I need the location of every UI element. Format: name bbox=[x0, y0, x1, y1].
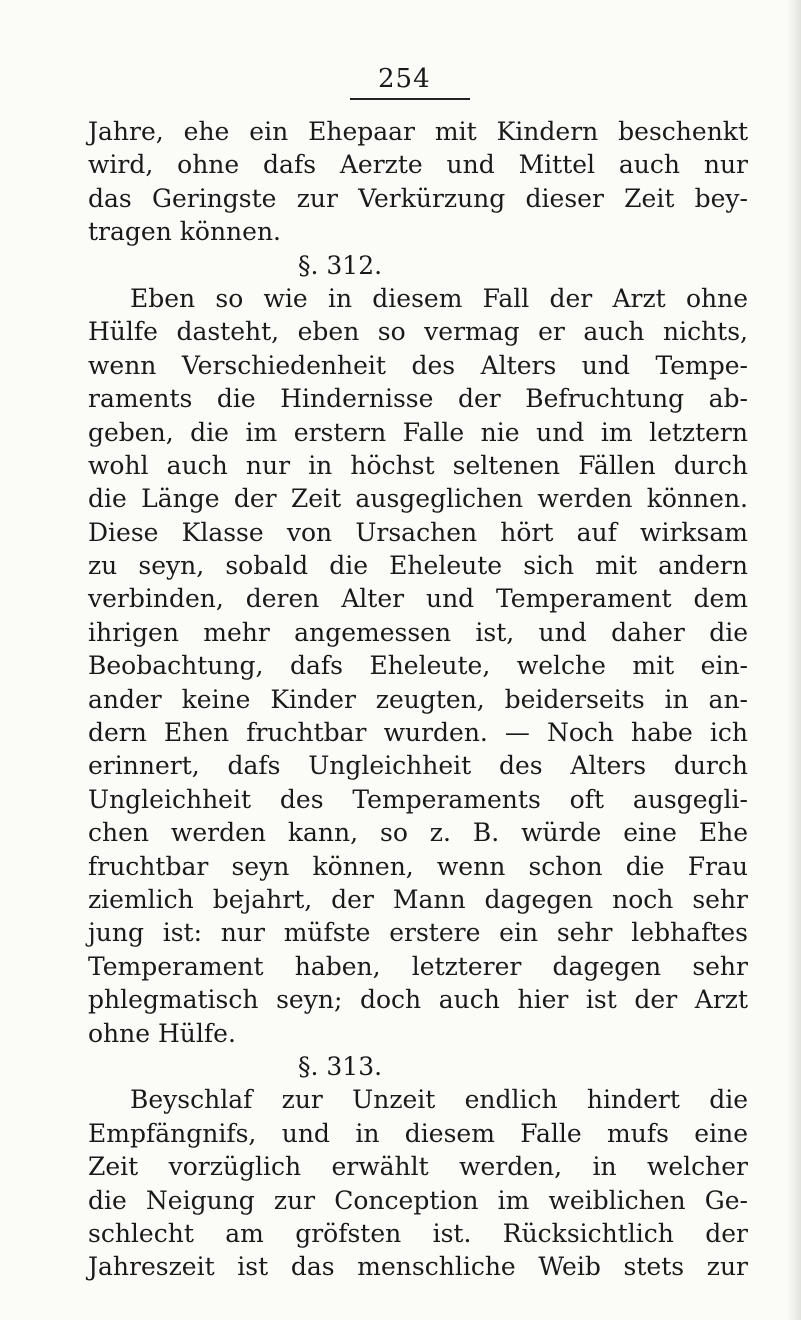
text-line: Eben so wie in diesem Fall der Arzt ohne bbox=[130, 283, 748, 313]
text-line: wenn Verschiedenheit des Alters und Tempe- bbox=[88, 350, 748, 380]
text-line: ihrigen mehr angemessen ist, und daher die bbox=[88, 617, 748, 647]
text-line: phlegmatisch seyn; doch auch hier ist der Arzt bbox=[88, 985, 748, 1015]
text-line: Hülfe dasteht, eben so vermag er auch nichts, bbox=[88, 317, 748, 347]
text-line: ander keine Kinder zeugten, beiderseits in an- bbox=[88, 684, 748, 714]
text-line: Beobachtung, dafs Eheleute, welche mit ein- bbox=[88, 651, 748, 681]
text-line: zu seyn, sobald die Eheleute sich mit andern bbox=[88, 551, 748, 581]
text-line: Empfängnifs, und in diesem Falle mufs eine bbox=[88, 1118, 748, 1148]
text-line: erinnert, dafs Ungleichheit des Alters durch bbox=[88, 751, 748, 781]
text-line: chen werden kann, so z. B. würde eine Ehe bbox=[88, 818, 748, 848]
page-number: 254 bbox=[378, 64, 431, 94]
text-line: jung ist: nur müfste erstere ein sehr lebhaftes bbox=[88, 918, 748, 948]
text-line: die Neigung zur Conception im weiblichen Ge- bbox=[88, 1185, 748, 1215]
text-line: die Länge der Zeit ausgeglichen werden können. bbox=[88, 484, 748, 514]
text-line: Temperament haben, letzterer dagegen sehr bbox=[88, 951, 748, 981]
text-line: Jahre, ehe ein Ehepaar mit Kindern beschenkt bbox=[88, 117, 748, 146]
text-line: Diese Klasse von Ursachen hört auf wirksam bbox=[88, 517, 748, 547]
text-line: geben, die im erstern Falle nie und im letztern bbox=[88, 417, 748, 447]
text-line: ohne Hülfe. bbox=[88, 1018, 236, 1048]
text-line: Ungleichheit des Temperaments oft ausgegli- bbox=[88, 784, 748, 814]
text-line: Jahreszeit ist das menschliche Weib stets zur bbox=[88, 1252, 748, 1282]
text-line: dern Ehen fruchtbar wurden. — Noch habe ich bbox=[88, 718, 748, 748]
page-number-underline bbox=[350, 98, 470, 100]
text-line: raments die Hindernisse der Befruchtung ab- bbox=[88, 384, 748, 414]
text-line: wohl auch nur in höchst seltenen Fällen durch bbox=[88, 450, 748, 480]
text-line: verbinden, deren Alter und Temperament dem bbox=[88, 584, 748, 614]
page-edge-shadow bbox=[787, 0, 801, 1320]
section-heading-312: §. 312. bbox=[298, 250, 383, 280]
text-line: das Geringste zur Verkürzung dieser Zeit bey- bbox=[88, 183, 748, 213]
body-text bbox=[88, 115, 748, 1284]
text-line: wird, ohne dafs Aerzte und Mittel auch nur bbox=[88, 150, 748, 180]
text-line: schlecht am gröfsten ist. Rücksichtlich der bbox=[88, 1218, 748, 1248]
text-line: fruchtbar seyn können, wenn schon die Frau bbox=[88, 851, 748, 881]
text-line: Zeit vorzüglich erwählt werden, in welcher bbox=[88, 1152, 748, 1182]
text-line: tragen können. bbox=[88, 217, 281, 247]
section-heading-313: §. 313. bbox=[298, 1051, 383, 1081]
text-line: Beyschlaf zur Unzeit endlich hindert die bbox=[130, 1085, 748, 1115]
text-line: ziemlich bejahrt, der Mann dagegen noch sehr bbox=[88, 884, 748, 914]
